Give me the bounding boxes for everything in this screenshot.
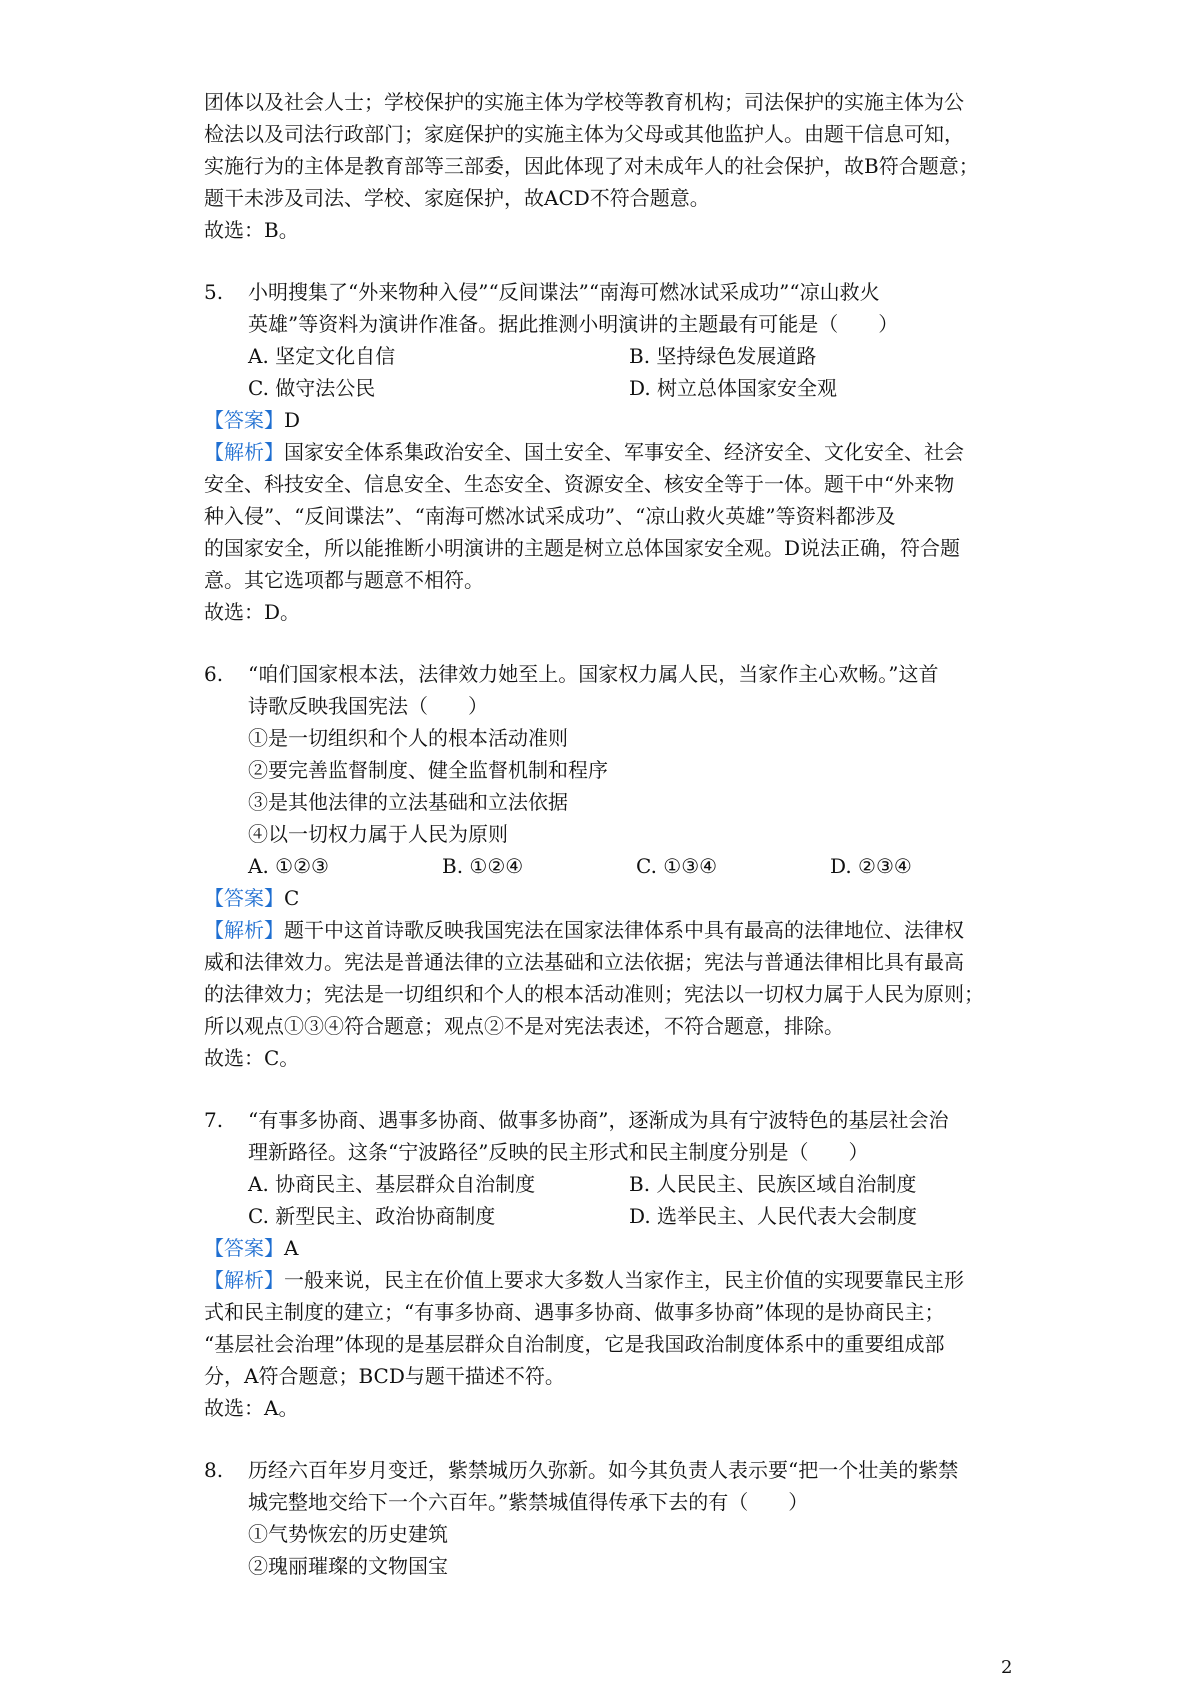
analysis-text: 意。其它选项都与题意不相符。 — [204, 568, 484, 592]
choice-line: 故选：C。 — [204, 1046, 300, 1070]
statement-item: ①是一切组织和个人的根本活动准则 — [248, 726, 568, 750]
question-stem: 诗歌反映我国宪法（ ） — [248, 694, 488, 718]
question-stem: “有事多协商、遇事多协商、做事多协商”，逐渐成为具有宁波特色的基层社会治 — [248, 1108, 949, 1132]
statement-item: ③是其他法律的立法基础和立法依据 — [248, 790, 568, 814]
options-row — [204, 340, 1010, 372]
analysis-text: 所以观点①③④符合题意；观点②不是对宪法表述，不符合题意，排除。 — [204, 1014, 844, 1038]
analysis-text: 一般来说，民主在价值上要求大多数人当家作主，民主价值的实现要靠民主形 — [284, 1268, 964, 1292]
question-number: 5. — [204, 280, 224, 304]
option-c: C. 做守法公民 — [248, 376, 376, 400]
answer-line — [204, 882, 1010, 914]
question-number: 6. — [204, 662, 224, 686]
question-stem: 理新路径。这条“宁波路径”反映的民主形式和民主制度分别是（ ） — [248, 1140, 869, 1164]
analysis-text: “基层社会治理”体现的是基层群众自治制度，它是我国政治制度体系中的重要组成部 — [204, 1332, 945, 1356]
question-stem: 历经六百年岁月变迁，紫禁城历久弥新。如今其负责人表示要“把一个壮美的紫禁 — [248, 1458, 959, 1482]
answer-tag: 【答案】 — [204, 1236, 284, 1260]
question-8 — [204, 1454, 1010, 1582]
options-row — [204, 372, 1010, 404]
analysis-text: 题干中这首诗歌反映我国宪法在国家法律体系中具有最高的法律地位、法律权 — [284, 918, 964, 942]
option-c: C. ①③④ — [636, 854, 718, 878]
page-number: 2 — [1001, 1657, 1013, 1678]
analysis-tag: 【解析】 — [204, 440, 284, 464]
analysis-text: 的法律效力；宪法是一切组织和个人的根本活动准则；宪法以一切权力属于人民为原则； — [204, 982, 984, 1006]
option-b: B. 坚持绿色发展道路 — [629, 344, 817, 368]
question-stem: 城完整地交给下一个六百年。”紫禁城值得传承下去的有（ ） — [248, 1490, 809, 1514]
analysis-text: 种入侵”、“反间谍法”、“南海可燃冰试采成功”、“凉山救火英雄”等资料都涉及 — [204, 504, 896, 528]
analysis-text: 安全、科技安全、信息安全、生态安全、资源安全、核安全等于一体。题干中“外来物 — [204, 472, 955, 496]
options-row — [204, 1168, 1010, 1200]
analysis-text: 的国家安全，所以能推断小明演讲的主题是树立总体国家安全观。D说法正确，符合题 — [204, 536, 961, 560]
analysis-text: 威和法律效力。宪法是普通法律的立法基础和立法依据；宪法与普通法律相比具有最高 — [204, 950, 964, 974]
answer-value: D — [284, 408, 301, 432]
option-d: D. 树立总体国家安全观 — [629, 376, 838, 400]
analysis-line — [204, 436, 1010, 468]
option-b: B. ①②④ — [442, 854, 524, 878]
answer-value: C — [284, 886, 300, 910]
option-d: D. ②③④ — [830, 854, 912, 878]
analysis-text: 国家安全体系集政治安全、国土安全、军事安全、经济安全、文化安全、社会 — [284, 440, 964, 464]
analysis-tag: 【解析】 — [204, 918, 284, 942]
question-7 — [204, 1104, 1010, 1424]
text-line: 题干未涉及司法、学校、家庭保护，故ACD不符合题意。 — [204, 186, 710, 210]
analysis-text: 式和民主制度的建立；“有事多协商、遇事多协商、做事多协商”体现的是协商民主； — [204, 1300, 945, 1324]
question-stem: 小明搜集了“外来物种入侵”“反间谍法”“南海可燃冰试采成功”“凉山救火 — [248, 280, 880, 304]
option-b: B. 人民民主、民族区域自治制度 — [629, 1172, 917, 1196]
option-a: A. 坚定文化自信 — [248, 344, 396, 368]
question-stem: 英雄”等资料为演讲作准备。据此推测小明演讲的主题最有可能是（ ） — [248, 312, 899, 336]
question-5 — [204, 276, 1010, 628]
question-stem: “咱们国家根本法，法律效力她至上。国家权力属人民，当家作主心欢畅。”这首 — [248, 662, 939, 686]
analysis-text: 分，A符合题意；BCD与题干描述不符。 — [204, 1364, 565, 1388]
options-row — [204, 1200, 1010, 1232]
analysis-tag: 【解析】 — [204, 1268, 284, 1292]
answer-tag: 【答案】 — [204, 886, 284, 910]
choice-line: 故选：D。 — [204, 600, 301, 624]
choice-line: 故选：B。 — [204, 218, 299, 242]
statement-item: ①气势恢宏的历史建筑 — [248, 1522, 448, 1546]
option-a: A. 协商民主、基层群众自治制度 — [248, 1172, 536, 1196]
answer-line — [204, 404, 1010, 436]
option-c: C. 新型民主、政治协商制度 — [248, 1204, 496, 1228]
answer-line — [204, 1232, 1010, 1264]
option-a: A. ①②③ — [248, 854, 329, 878]
answer-value: A — [284, 1236, 299, 1260]
question-number: 8. — [204, 1458, 224, 1482]
page-content — [204, 86, 1010, 1582]
text-line: 实施行为的主体是教育部等三部委，因此体现了对未成年人的社会保护，故B符合题意； — [204, 154, 979, 178]
statement-item: ②要完善监督制度、健全监督机制和程序 — [248, 758, 608, 782]
options-row — [204, 850, 1010, 882]
text-line: 检法以及司法行政部门；家庭保护的实施主体为父母或其他监护人。由题干信息可知， — [204, 122, 964, 146]
statement-item: ②瑰丽璀璨的文物国宝 — [248, 1554, 448, 1578]
question-number: 7. — [204, 1108, 224, 1132]
question-6 — [204, 658, 1010, 1074]
statement-item: ④以一切权力属于人民为原则 — [248, 822, 508, 846]
text-line: 团体以及社会人士；学校保护的实施主体为学校等教育机构；司法保护的实施主体为公 — [204, 90, 964, 114]
choice-line: 故选：A。 — [204, 1396, 299, 1420]
answer-tag: 【答案】 — [204, 408, 284, 432]
analysis-line — [204, 1264, 1010, 1296]
option-d: D. 选举民主、人民代表大会制度 — [629, 1204, 918, 1228]
analysis-line — [204, 914, 1010, 946]
previous-analysis-continuation — [204, 86, 1010, 246]
